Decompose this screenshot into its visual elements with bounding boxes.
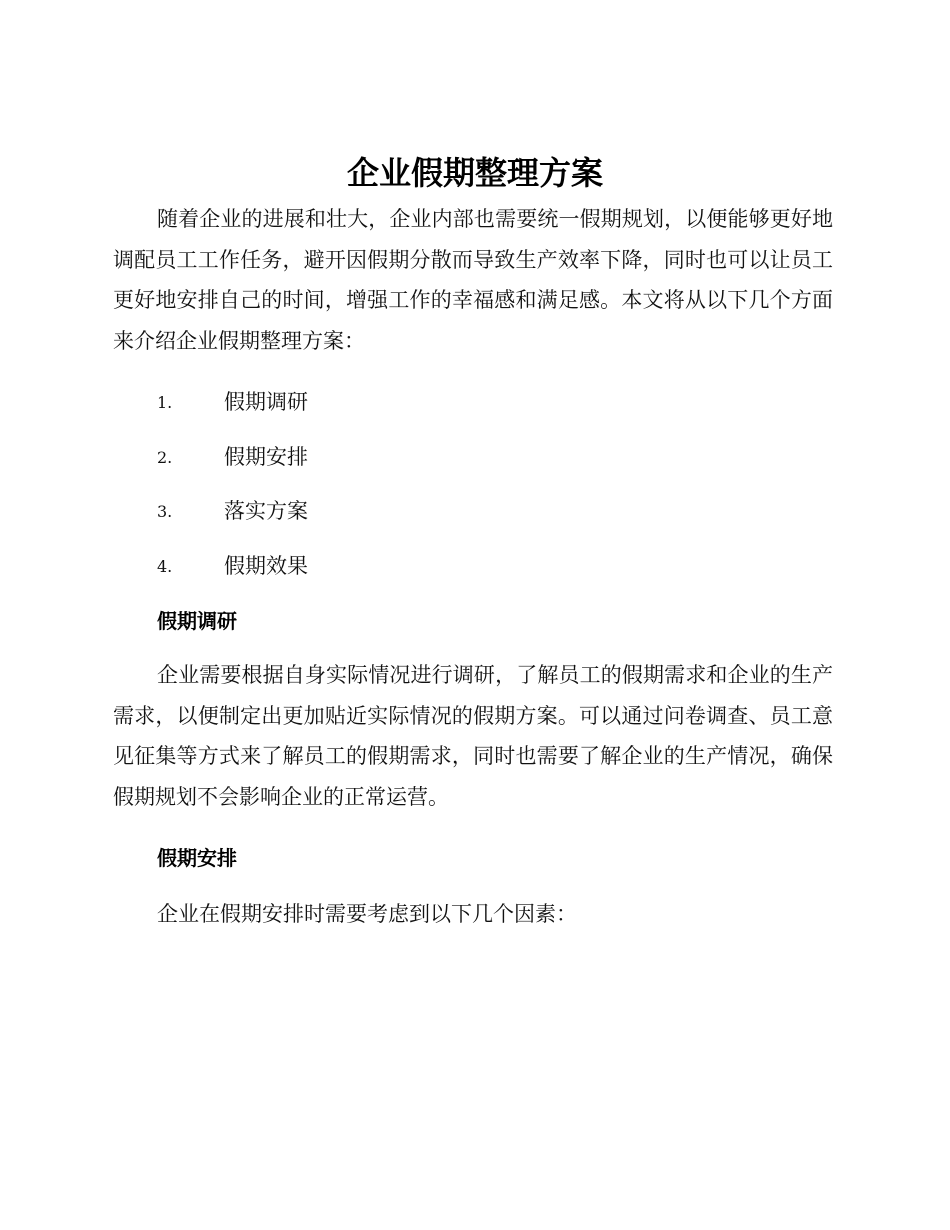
list-item-number: 3. xyxy=(157,502,173,521)
list-item-text: 假期调研 xyxy=(224,390,308,414)
section-body-arrangement: 企业在假期安排时需要考虑到以下几个因素： xyxy=(157,902,577,926)
list-item-number: 4. xyxy=(157,556,173,576)
intro-paragraph: 随着企业的进展和壮大，企业内部也需要统一假期规划，以便能够更好地调配员工工作任务，避开因假期分散而导致生产效率下降，同时也可以让员工更好地安排自己的时间，增强工作的幸福感和满足感。本文将从以下几个方面来介绍企业假期整理方案： xyxy=(113,207,833,353)
list-item-text: 假期效果 xyxy=(224,553,308,578)
list-item-number: 2. xyxy=(157,447,173,467)
list-item-text: 假期安排 xyxy=(224,444,308,469)
list-item-text: 落实方案 xyxy=(224,499,308,523)
section-heading-research: 假期调研 xyxy=(157,609,237,633)
list-item-number: 1. xyxy=(157,393,173,412)
section-heading-arrangement: 假期安排 xyxy=(157,846,237,870)
document-title: 企业假期整理方案 xyxy=(346,154,603,192)
section-body-research: 企业需要根据自身实际情况进行调研，了解员工的假期需求和企业的生产需求，以便制定出更加贴近实际情况的假期方案。可以通过问卷调查、员工意见征集等方式来了解员工的假期需求，同时也需要了解企业的生产情况，确保假期规划不会影响企业的正常运营。 xyxy=(113,663,833,809)
